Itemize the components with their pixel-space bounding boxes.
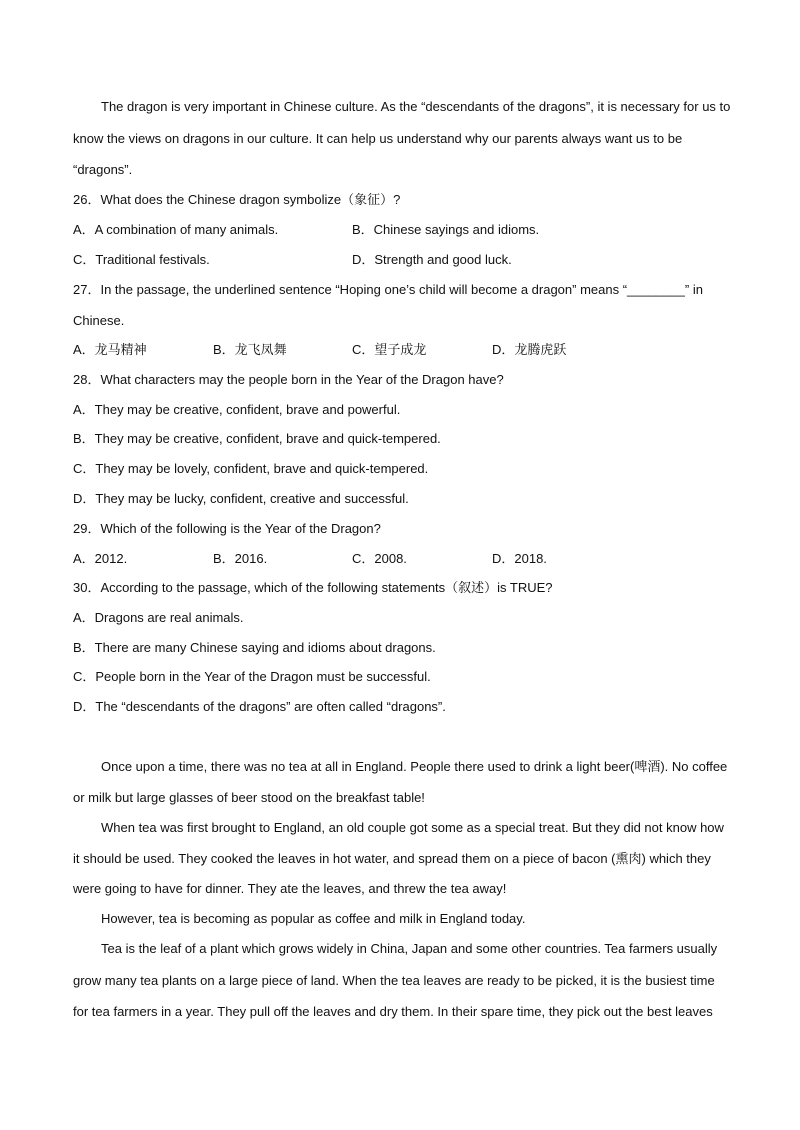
- question-27-stem-line-1: 27．In the passage, the underlined sentence “Hoping one’s child will become a dragon” means “________” in: [73, 282, 703, 297]
- passage1-line-1: The dragon is very important in Chinese culture. As the “descendants of the dragons”, it is necessary for us to: [101, 99, 731, 114]
- question-29-option-d: D．2018.: [492, 551, 547, 566]
- question-26-stem: 26．What does the Chinese dragon symbolize（象征）?: [73, 192, 401, 207]
- passage2-p4-line-3: for tea farmers in a year. They pull off the leaves and dry them. In their spare time, they pick out the best leaves: [73, 1004, 713, 1019]
- passage2-p3-line-1: However, tea is becoming as popular as coffee and milk in England today.: [101, 911, 526, 926]
- question-29-option-c: C．2008.: [352, 551, 407, 566]
- question-30-option-d: D．The “descendants of the dragons” are often called “dragons”.: [73, 699, 446, 714]
- question-28-option-b: B．They may be creative, confident, brave and quick-tempered.: [73, 431, 441, 446]
- passage1-line-3: “dragons”.: [73, 162, 133, 177]
- question-28-option-a: A．They may be creative, confident, brave and powerful.: [73, 402, 401, 417]
- passage1-line-2: know the views on dragons in our culture. It can help us understand why our parents always want us to be: [73, 131, 683, 146]
- question-30-option-c: C．People born in the Year of the Dragon must be successful.: [73, 669, 431, 684]
- question-27-stem-line-2: Chinese.: [73, 313, 125, 328]
- question-27-option-a: A．龙马精神: [73, 342, 147, 357]
- passage2-p1-line-2: or milk but large glasses of beer stood on the breakfast table!: [73, 790, 425, 805]
- question-26-option-c: C．Traditional festivals.: [73, 252, 210, 267]
- passage2-p4-line-1: Tea is the leaf of a plant which grows widely in China, Japan and some other countries. Tea farmers usually: [101, 941, 718, 956]
- question-27-option-c: C．望子成龙: [352, 342, 427, 357]
- question-28-option-d: D．They may be lucky, confident, creative and successful.: [73, 491, 409, 506]
- passage2-p2-line-1: When tea was first brought to England, an old couple got some as a special treat. But they did not know how: [101, 820, 724, 835]
- passage2-p1-line-1: Once upon a time, there was no tea at all in England. People there used to drink a light beer(啤酒). No coffee: [101, 759, 728, 774]
- question-30-option-b: B．There are many Chinese saying and idioms about dragons.: [73, 640, 436, 655]
- question-27-option-d: D．龙腾虎跃: [492, 342, 567, 357]
- question-29-option-a: A．2012.: [73, 551, 128, 566]
- question-28-stem: 28．What characters may the people born in the Year of the Dragon have?: [73, 372, 504, 387]
- question-30-stem: 30．According to the passage, which of the following statements（叙述）is TRUE?: [73, 580, 553, 595]
- question-27-option-b: B．龙飞凤舞: [213, 342, 287, 357]
- passage2-p4-line-2: grow many tea plants on a large piece of land. When the tea leaves are ready to be picked, it is the busiest time: [73, 973, 715, 988]
- question-26-option-d: D．Strength and good luck.: [352, 252, 512, 267]
- question-29-stem: 29．Which of the following is the Year of the Dragon?: [73, 521, 381, 536]
- question-26-option-b: B．Chinese sayings and idioms.: [352, 222, 540, 237]
- question-28-option-c: C．They may be lovely, confident, brave and quick-tempered.: [73, 461, 429, 476]
- question-26-option-a: A．A combination of many animals.: [73, 222, 279, 237]
- question-30-option-a: A．Dragons are real animals.: [73, 610, 244, 625]
- passage2-p2-line-2: it should be used. They cooked the leaves in hot water, and spread them on a piece of bacon (熏肉) which they: [73, 851, 711, 866]
- passage2-p2-line-3: were going to have for dinner. They ate the leaves, and threw the tea away!: [73, 881, 507, 896]
- question-29-option-b: B．2016.: [213, 551, 268, 566]
